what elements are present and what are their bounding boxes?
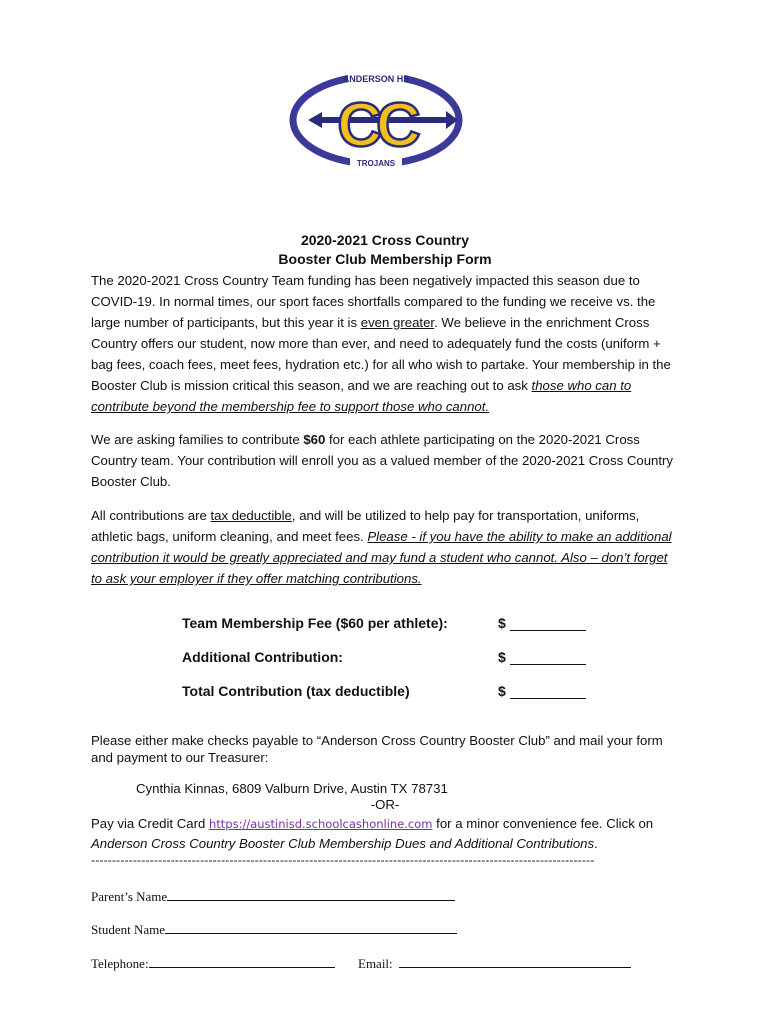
additional-contribution-amount[interactable]: $ <box>498 649 586 665</box>
total-contribution-amount[interactable]: $ <box>498 683 586 699</box>
checks-instructions: Please either make checks payable to “Anderson Cross Country Booster Club” and mail your form and payment to our Treasurer: <box>91 733 663 765</box>
form-title-line2: Booster Club Membership Form <box>278 251 492 267</box>
parent-name-field[interactable]: Parent’s Name <box>91 888 455 905</box>
logo-center-text: CC <box>337 91 415 160</box>
additional-contribution-label: Additional Contribution: <box>182 649 343 665</box>
logo-bottom-text: TROJANS <box>356 159 396 168</box>
payment-link[interactable]: https://austinisd.schoolcashonline.com <box>209 817 433 831</box>
contribution-paragraph: We are asking families to contribute $60 for each athlete participating on the 2020-2021 Cross Country team. Your contribution will enroll you as a valued member of the 2020-2021 Cross Country Booster Club. <box>91 432 674 489</box>
email-field[interactable]: Email: <box>358 955 631 972</box>
or-separator: -OR- <box>370 797 400 812</box>
membership-fee-label: Team Membership Fee ($60 per athlete): <box>182 615 448 631</box>
total-contribution-label: Total Contribution (tax deductible) <box>182 683 410 699</box>
telephone-field[interactable]: Telephone: <box>91 955 335 972</box>
membership-fee-amount[interactable]: $ <box>498 615 586 631</box>
cut-line: ------------------------------------------------------------------------------------------------------------------------ <box>91 853 595 867</box>
logo-top-text: ANDERSON HS <box>342 74 410 84</box>
treasurer-address: Cynthia Kinnas, 6809 Valburn Drive, Austin TX 78731 <box>136 781 448 796</box>
credit-card-instructions: Pay via Credit Card https://austinisd.schoolcashonline.com for a minor convenience fee. Click on Anderson Cross Country Booster Club Membership Dues and Additional Contributions. <box>91 816 654 851</box>
form-title-line1: 2020-2021 Cross Country <box>300 232 470 248</box>
anderson-cc-logo <box>288 68 464 172</box>
student-name-field[interactable]: Student Name <box>91 921 457 938</box>
intro-paragraph: The 2020-2021 Cross Country Team funding has been negatively impacted this season due to COVID-19. In normal times, our sport faces shortfalls compared to the funding we receive vs. the large number of participants, but this year it is even greater. We believe in the enrichment Cross Country offers our student, now more than ever, and need to adequately fund the costs (uniform + bag fees, coach fees, meet fees, hydration etc.) for all who wish to partake. Your membership in the Booster Club is mission critical this season, and we are reaching out to ask those who can to contribute beyond the membership fee to support those who cannot. <box>91 273 671 414</box>
tax-paragraph: All contributions are tax deductible, and will be utilized to help pay for transportation, uniforms, athletic bags, uniform cleaning, and meet fees. Please - if you have the ability to make an additional contribution it would be greatly appreciated and may fund a student who cannot. Also – don’t forget to ask your employer if they offer matching contributions. <box>91 508 672 586</box>
